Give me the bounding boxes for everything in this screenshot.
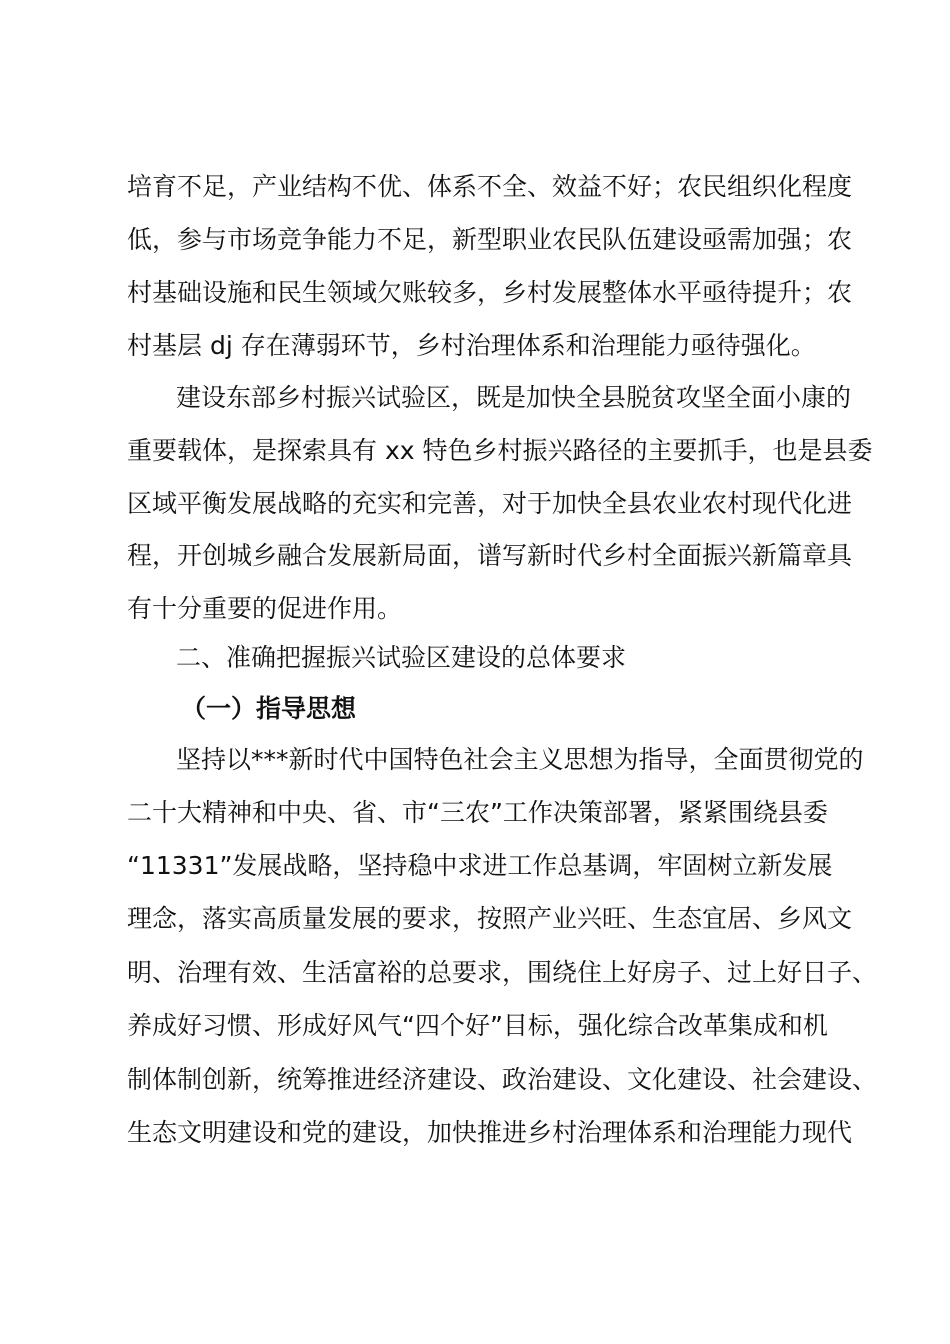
paragraph-line-14: 明、治理有效、生活富裕的总要求，围绕住上好房子、过上好日子、 [127, 958, 878, 987]
paragraph-line-2: 低，参与市场竞争能力不足，新型职业农民队伍建设亟需加强；农 [127, 225, 853, 254]
paragraph-line-6: 重要载体，是探索具有 xx 特色乡村振兴路径的主要抓手，也是县委 [127, 436, 873, 465]
paragraph-line-13: 理念，落实高质量发展的要求，按照产业兴旺、生态宜居、乡风文 [127, 904, 853, 933]
paragraph-line-17: 生态文明建设和党的建设，加快推进乡村治理体系和治理能力现代 [127, 1118, 853, 1147]
paragraph-line-15: 养成好习惯、形成好风气“四个好”目标，强化综合改革集成和机 [127, 1011, 828, 1040]
paragraph-line-10: 坚持以***新时代中国特色社会主义思想为指导，全面贯彻党的 [176, 745, 864, 774]
paragraph-line-11: 二十大精神和中央、省、市“三农”工作决策部署，紧紧围绕县委 [127, 798, 828, 827]
subsection-heading: （一）指导思想 [181, 694, 357, 723]
paragraph-line-8: 程，开创城乡融合发展新局面，谱写新时代乡村全面振兴新篇章具 [127, 541, 853, 570]
paragraph-line-16: 制体制创新，统筹推进经济建设、政治建设、文化建设、社会建设、 [127, 1065, 878, 1094]
paragraph-line-3: 村基础设施和民生领域欠账较多，乡村发展整体水平亟待提升；农 [127, 278, 853, 307]
paragraph-line-4: 村基层 dj 存在薄弱环节，乡村治理体系和治理能力亟待强化。 [127, 331, 816, 360]
paragraph-line-7: 区域平衡发展战略的充实和完善，对于加快全县农业农村现代化进 [127, 489, 853, 518]
paragraph-line-9: 有十分重要的促进作用。 [127, 594, 403, 623]
paragraph-line-12: “11331”发展战略，坚持稳中求进工作总基调，牢固树立新发展 [127, 851, 833, 880]
paragraph-line-1: 培育不足，产业结构不优、体系不全、效益不好；农民组织化程度 [127, 172, 853, 201]
paragraph-line-5: 建设东部乡村振兴试验区，既是加快全县脱贫攻坚全面小康的 [176, 383, 852, 412]
section-heading: 二、准确把握振兴试验区建设的总体要求 [176, 643, 627, 672]
